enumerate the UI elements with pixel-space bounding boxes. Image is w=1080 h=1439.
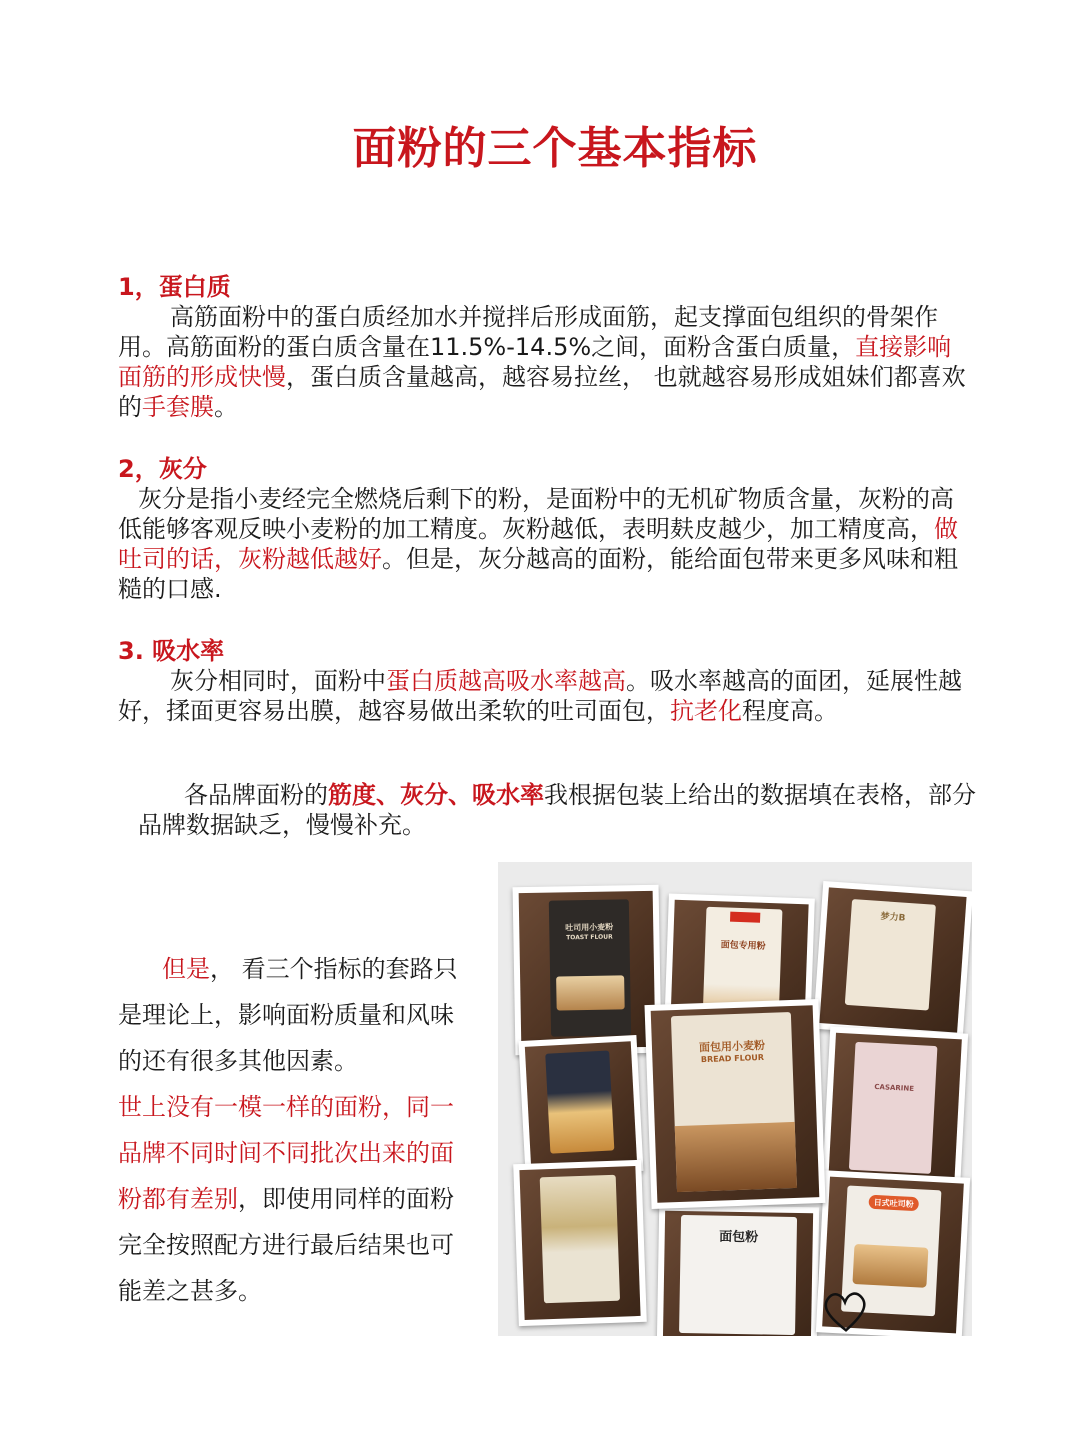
flour-bag: [545, 1050, 614, 1153]
bag-label: TOAST FLOUR: [566, 933, 613, 942]
highlight-text: 手套膜: [142, 393, 214, 421]
section-paragraph: [118, 484, 968, 604]
paragraph-text: 灰分相同时，面粉中: [170, 667, 386, 695]
note-highlight: 但是: [162, 955, 210, 983]
note-text: ，即使用同样的面粉完全按照配方进行最后结果也可能差之甚多。: [118, 1185, 454, 1305]
bag-label: 面包粉: [719, 1229, 759, 1246]
section-ash: [118, 454, 968, 604]
bag-label: 日式吐司粉: [873, 1197, 914, 1210]
section-protein: [118, 272, 968, 422]
photo-japanese-flour: [513, 1160, 647, 1326]
paragraph-text: 。: [214, 393, 238, 421]
brand-note: [138, 780, 998, 840]
section-heading: 1，蛋白质: [118, 273, 231, 301]
section-heading: 2，灰分: [118, 455, 207, 483]
flour-bag: [671, 1012, 797, 1192]
heart-doodle-icon: [820, 1287, 872, 1335]
bag-label: BREAD FLOUR: [700, 1052, 765, 1065]
page-title: 面粉的三个基本指标: [352, 123, 758, 174]
highlight-text: 做吐司的话，灰粉越低越好: [118, 515, 958, 573]
bag-label: 面包专用粉: [720, 940, 766, 952]
brand-logo: [730, 912, 760, 923]
flour-bag: [679, 1215, 797, 1335]
bread-image: [556, 975, 625, 1010]
paragraph-text: 程度高。: [742, 697, 838, 725]
paragraph-text: 。但是，灰分越高的面粉，能给面包带来更多风味和粗糙的口感.: [118, 545, 958, 603]
note-text: ， 看三个指标的套路只是理论上，影响面粉质量和风味的还有很多其他因素。: [118, 955, 458, 1075]
paragraph-text: ，蛋白质含量越高，越容易拉丝， 也就越容易形成姐妹们都喜欢的: [118, 363, 966, 421]
photo-bread-flour: [644, 999, 825, 1209]
bread-image: [852, 1244, 928, 1288]
photo-casarine-flour: [822, 1026, 968, 1195]
paragraph-text: 。吸水率越高的面团，延展性越好，揉面更容易出膜，越容易做出柔软的吐司面包，: [118, 667, 962, 725]
note-text: 我根据包装上给出的数据填在表格，部分品牌数据缺乏，慢慢补充。: [138, 781, 976, 839]
bag-label: 梦力B: [880, 912, 906, 924]
photo-mengli-flour: [813, 881, 972, 1039]
section-paragraph: [118, 302, 968, 422]
bag-label: CASARINE: [874, 1082, 915, 1093]
section-absorption: [118, 636, 968, 726]
bag-label: 面包用小麦粉: [698, 1038, 766, 1055]
photo-gold-flour: [519, 1035, 644, 1177]
flour-photo-collage: [498, 862, 972, 1336]
highlight-text: 直接影响面筋的形成快慢: [118, 333, 952, 391]
flour-bag: [845, 899, 936, 1011]
bread-image: [675, 1122, 797, 1192]
section-heading: 3. 吸水率: [118, 637, 225, 665]
note-highlight: 世上没有一模一样的面粉，同一品牌不同时间不同批次出来的面粉都有差别: [118, 1093, 454, 1213]
paragraph-text: 灰分是指小麦经完全燃烧后剩下的粉，是面粉中的无机矿物质含量，灰粉的高低能够客观反映小麦粉的加工精度。灰粉越低，表明麸皮越少，加工精度高，: [118, 485, 954, 543]
note-text: 各品牌面粉的: [184, 781, 328, 809]
bag-label: 吐司用小麦粉: [565, 922, 614, 933]
highlight-text: 抗老化: [670, 697, 742, 725]
flour-bag: [549, 899, 631, 1036]
section-paragraph: [118, 666, 968, 726]
highlight-text: 蛋白质越高吸水率越高: [386, 667, 626, 695]
flour-bag: [849, 1042, 938, 1174]
photo-mianbaofen: [657, 1205, 819, 1336]
paragraph-text: 高筋面粉中的蛋白质经加水并搅拌后形成面筋，起支撑面包组织的骨架作用。高筋面粉的蛋白质含量在11.5%-14.5%之间，面粉含蛋白质量，: [118, 303, 938, 361]
note-highlight: 筋度、灰分、吸水率: [328, 781, 544, 809]
photo-toast-flour: [513, 885, 662, 1056]
flour-bag: [540, 1175, 620, 1304]
caveat-note: [118, 946, 458, 1314]
